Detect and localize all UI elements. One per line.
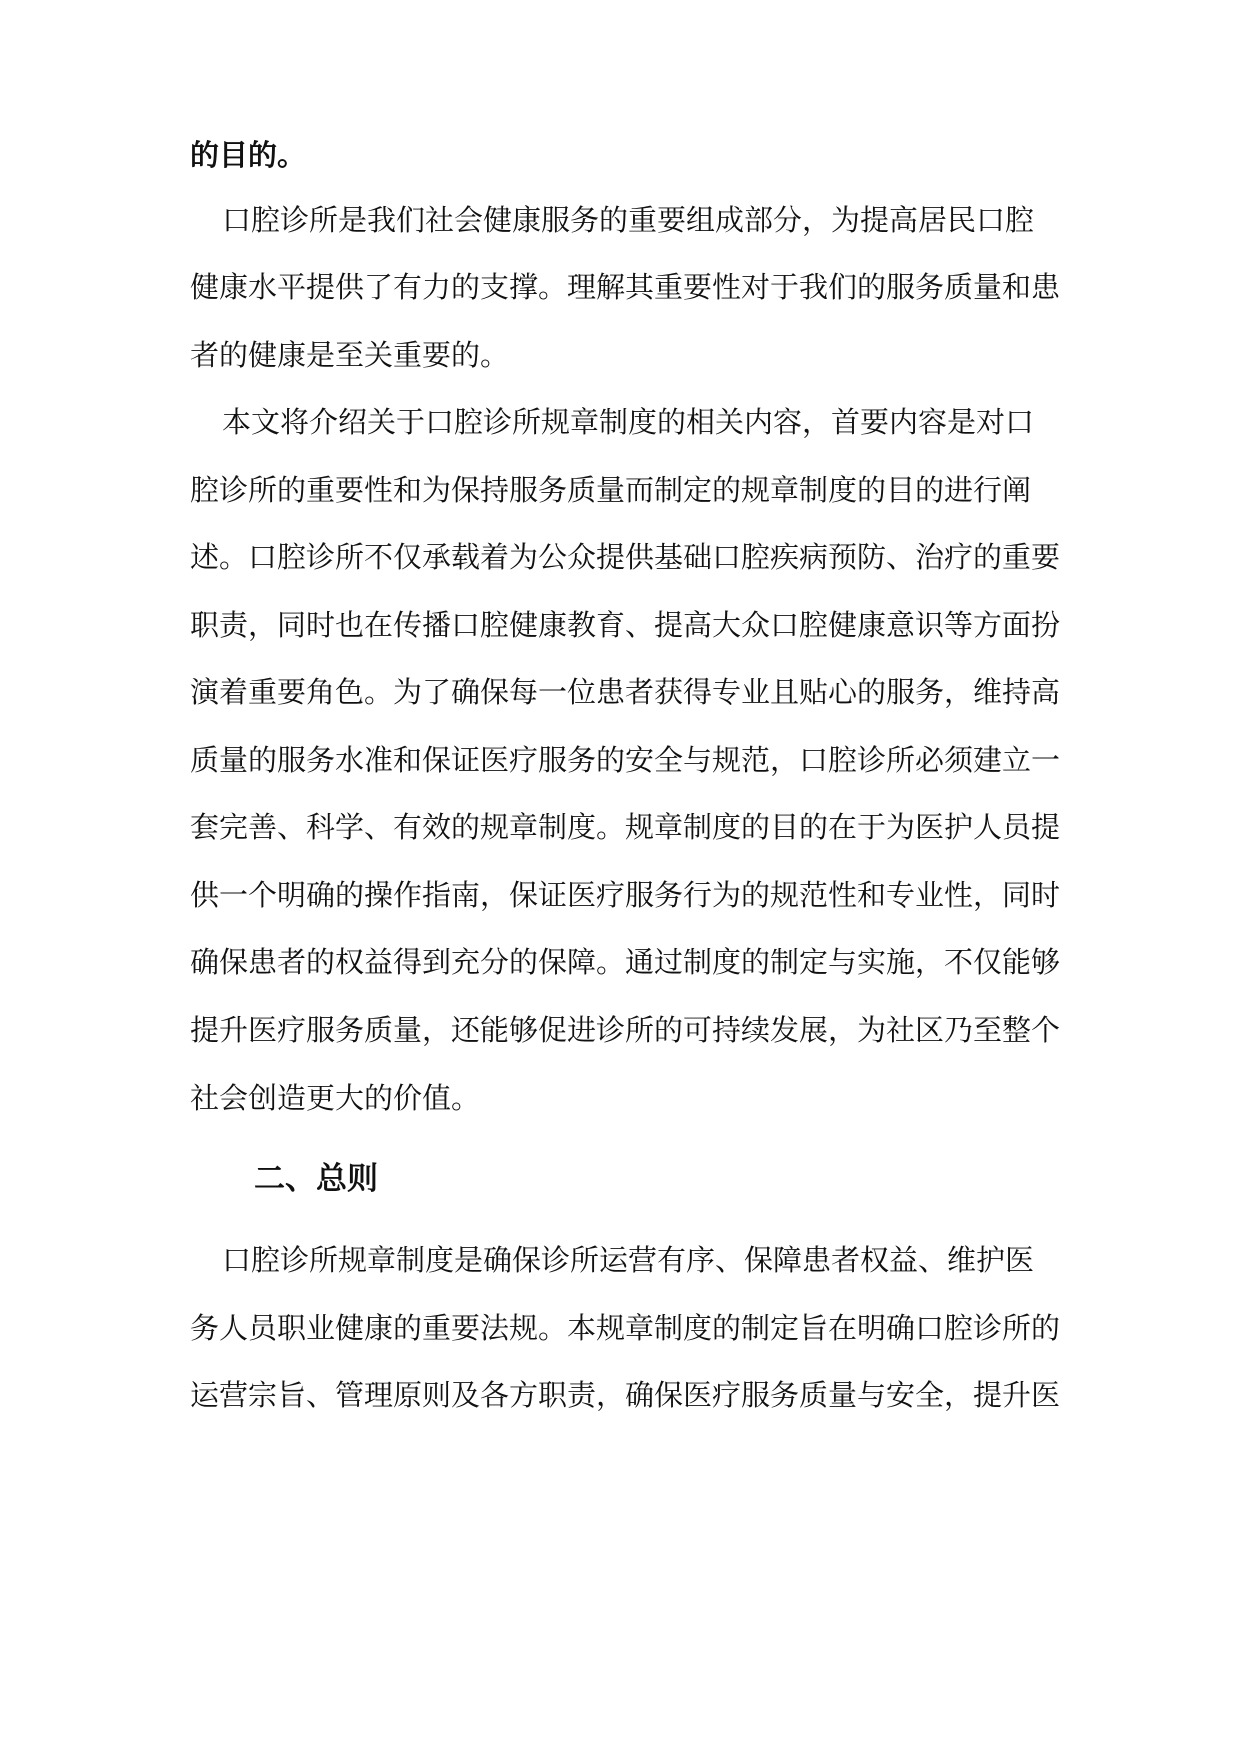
paragraph-2-line-11: 社会创造更大的价值。 bbox=[190, 1081, 481, 1115]
paragraph-1-line-3: 者的健康是至关重要的。 bbox=[190, 338, 510, 372]
paragraph-2-line-3: 述。口腔诊所不仅承载着为公众提供基础口腔疾病预防、治疗的重要 bbox=[190, 540, 1061, 574]
section-heading: 二、总则 bbox=[254, 1161, 378, 1197]
paragraph-2-line-1: 本文将介绍关于口腔诊所规章制度的相关内容，首要内容是对口 bbox=[222, 405, 1035, 439]
paragraph-2-line-4: 职责，同时也在传播口腔健康教育、提高大众口腔健康意识等方面扮 bbox=[190, 608, 1061, 642]
paragraph-3-line-3: 运营宗旨、管理原则及各方职责，确保医疗服务质量与安全，提升医 bbox=[190, 1378, 1061, 1412]
paragraph-3-line-2: 务人员职业健康的重要法规。本规章制度的制定旨在明确口腔诊所的 bbox=[190, 1311, 1061, 1345]
paragraph-2-line-8: 供一个明确的操作指南，保证医疗服务行为的规范性和专业性，同时 bbox=[190, 878, 1061, 912]
paragraph-1-line-1: 口腔诊所是我们社会健康服务的重要组成部分，为提高居民口腔 bbox=[222, 203, 1035, 237]
paragraph-2-line-2: 腔诊所的重要性和为保持服务质量而制定的规章制度的目的进行阐 bbox=[190, 473, 1032, 507]
text-line-continuation: 的目的。 bbox=[190, 138, 307, 172]
paragraph-2-line-5: 演着重要角色。为了确保每一位患者获得专业且贴心的服务，维持高 bbox=[190, 675, 1061, 709]
paragraph-2-line-7: 套完善、科学、有效的规章制度。规章制度的目的在于为医护人员提 bbox=[190, 810, 1061, 844]
paragraph-2-line-10: 提升医疗服务质量，还能够促进诊所的可持续发展，为社区乃至整个 bbox=[190, 1013, 1061, 1047]
paragraph-3-line-1: 口腔诊所规章制度是确保诊所运营有序、保障患者权益、维护医 bbox=[222, 1243, 1035, 1277]
paragraph-2-line-6: 质量的服务水准和保证医疗服务的安全与规范，口腔诊所必须建立一 bbox=[190, 743, 1061, 777]
paragraph-1-line-2: 健康水平提供了有力的支撑。理解其重要性对于我们的服务质量和患 bbox=[190, 270, 1061, 304]
paragraph-2-line-9: 确保患者的权益得到充分的保障。通过制度的制定与实施，不仅能够 bbox=[190, 945, 1061, 979]
